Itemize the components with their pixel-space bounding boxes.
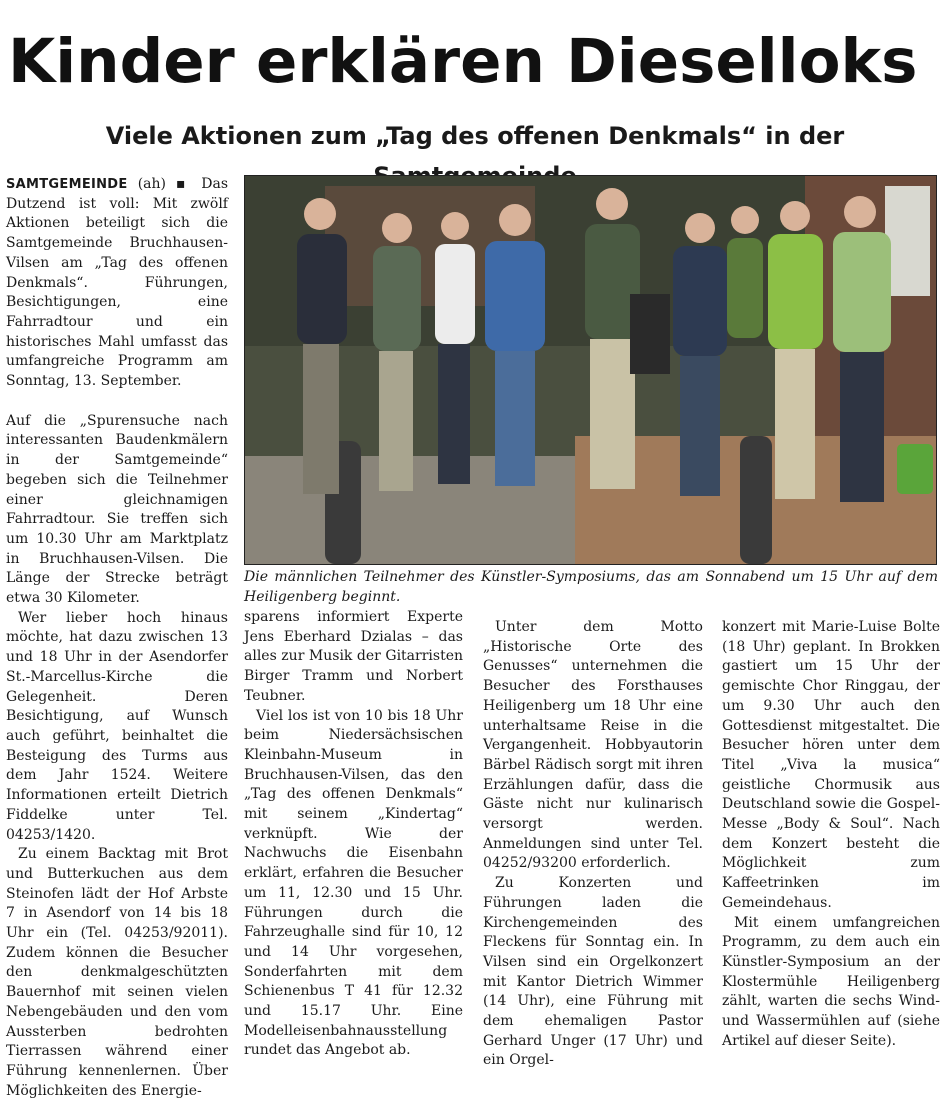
article-column-1 — [6, 175, 228, 1101]
article-column-4 — [722, 618, 940, 1051]
subheadline: Viele Aktionen zum „Tag des offenen Denkmals“ in der — [105, 122, 845, 150]
paragraph: Auf die „Spurensuche nach interessanten Baudenkmälern in der Samtgemeinde“ begeben sich die Teilnehmer einer gleichnamigen Fahrradtour. Sie treffen sich um 10.30 Uhr am Marktplatz in Bruchhausen-Vilsen. Die Länge der Strecke beträgt etwa 30 Kilometer. — [6, 412, 228, 607]
group-photo-illustration — [245, 176, 936, 564]
paragraph: Zu Konzerten und Führungen laden die Kirchengemeinden des Fleckens für Sonntag ein. In Vilsen sind ein Orgelkonzert mit Kantor Dietrich Wimmer (14 Uhr), eine Führung mit dem ehemaligen Pastor Gerhard Unger (17 Uhr) und ein Orgel- — [483, 875, 703, 1069]
dateline: SAMTGEMEINDE — [6, 177, 128, 192]
article-column-2 — [244, 608, 463, 1061]
paragraph: sparens informiert Experte Jens Eberhard Dzialas – das alles zur Musik der Gitarristen Birger Tramm und Norbert Teubner. — [244, 609, 463, 704]
paragraph: konzert mit Marie-Luise Bolte (18 Uhr) geplant. In Brokken gastiert um 15 Uhr der gemischte Chor Ringgau, der um 9.30 Uhr auch den Gottesdienst mitgestaltet. Die Besucher hören unter dem Titel „Viva la musica“ geistliche Chormusik aus Deutschland sowie die Gospel-Messe „Body & Soul“. Nach dem Konzert besteht die Möglichkeit zum Kaffeetrinken im Gemeindehaus. — [722, 619, 940, 911]
group-photo — [244, 175, 937, 565]
paragraph: Unter dem Motto „Historische Orte des Genusses“ unternehmen die Besucher des Forsthauses Heiligenberg um 18 Uhr eine unterhaltsame Reise in die Vergangenheit. Hobbyautorin Bärbel Rädisch sorgt mit ihren Erzählungen dafür, dass die Gäste nicht nur kulinarisch versorgt werden. Anmeldungen sind unter Tel. 04252/93200 erforderlich. — [483, 619, 703, 872]
article-column-3 — [483, 618, 703, 1071]
paragraph: Wer lieber hoch hinaus möchte, hat dazu zwischen 13 und 18 Uhr in der Asendorfer St.-Marcellus-Kirche die Gelegenheit. Deren Besichtigung, auf Wunsch auch geführt, beinhaltet die Besteigung des Turms aus dem Jahr 1524. Weitere Informationen erteilt Dietrich Fiddelke unter Tel. 04253/1420. — [6, 609, 228, 843]
paragraph: Zu einem Backtag mit Brot und Butterkuchen aus dem Steinofen lädt der Hof Arbste 7 in Asendorf von 14 bis 18 Uhr ein (Tel. 04253/92011). Zudem können die Besucher den denkmalgeschützten Bauernhof mit seinen vielen Nebengebäuden und den vom Aussterben bedrohten Tierrassen während einer Führung kennenlernen. Über Möglichkeiten des Energie- — [6, 846, 228, 1099]
lead-text: (ah) ▪ Das Dutzend ist voll: Mit zwölf Aktionen beteiligt sich die Samtgemeinde Bruchhausen-Vilsen am „Tag des offenen Denkmals“. Führungen, Besichtigungen, eine Fahrradtour und ein historisches Mahl umfasst das umfangreiche Programm am Sonntag, 13. September. — [6, 176, 229, 390]
paragraph: Viel los ist von 10 bis 18 Uhr beim Niedersächsischen Kleinbahn-Museum in Bruchhausen-Vilsen, das den „Tag des offenen Denkmals“ mit seinem „Kindertag“ verknüpft. Wie der Nachwuchs die Eisenbahn erklärt, erfahren die Besucher um 11, 12.30 und 15 Uhr. Führungen durch die Fahrzeughalle sind für 10, 12 und 14 Uhr vorgesehen, Sonderfahrten mit dem Schienenbus T 41 für 12.32 und 15.17 Uhr. Eine Modelleisenbahnausstellung rundet das Angebot ab. — [244, 707, 463, 1059]
paragraph — [6, 175, 228, 392]
headline: Kinder erklären Dieselloks — [8, 26, 918, 97]
paragraph: Mit einem umfangreichen Programm, zu dem auch ein Künstler-Symposium an der Klostermühle Heiligenberg zählt, warten die sechs Wind- und Wassermühlen auf (siehe Artikel auf dieser Seite). — [722, 914, 940, 1049]
photo-caption: Die männlichen Teilnehmer des Künstler-Symposiums, das am Sonnabend um 15 Uhr auf dem Heiligenberg beginnt. — [244, 569, 938, 605]
